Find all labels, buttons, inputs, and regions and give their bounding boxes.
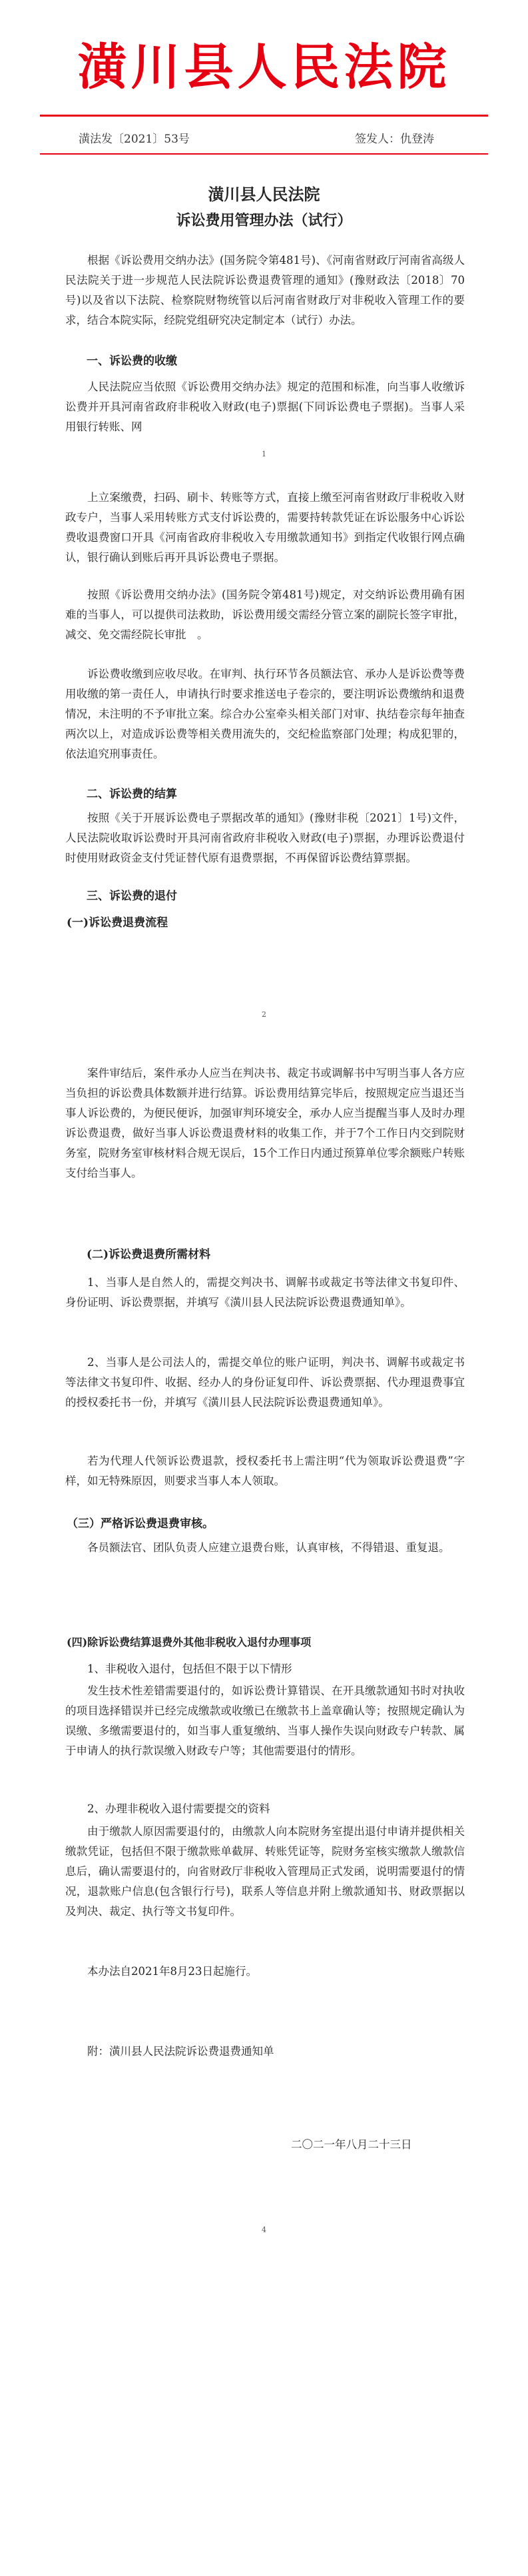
attachment-note: 附：潢川县人民法院诉讼费退费通知单 xyxy=(87,2045,274,2058)
court-name-header: 潢川县人民法院 xyxy=(77,39,451,96)
subsection-heading-3-3: （三）严格诉讼费退费审核。 xyxy=(67,1517,214,1531)
page-number-1: 1 xyxy=(262,450,266,458)
doc-number-divider xyxy=(40,153,488,155)
section2-paragraph1: 按照《关于开展诉讼费电子票据改革的通知》(豫财非税〔2021〕1号)文件，人民法院收取诉讼费时开具河南省政府非税收入财政(电子)票据，办理诉讼费退付时使用财政资金支付凭证替代原有退费票据，不再保留诉讼费结算票据。 xyxy=(65,812,465,864)
section4-paragraph3: 2、办理非税收入退付需要提交的资料 xyxy=(87,1802,270,1815)
section1-paragraph1b: 上立案缴费，扫码、刷卡、转账等方式，直接上缴至河南省财政厅非税收入财政专户，当事人采用转账方式支付诉讼费的，需要持转款凭证在诉讼服务中心诉讼费收退费窗口开具《河南省政府非税收入专用缴款通知书》到指定代收银行网点确认，银行确认到账后再开具诉讼费电子票据。 xyxy=(65,491,465,564)
section3-paragraph4: 若为代理人代领诉讼费退款，授权委托书上需注明“代为领取诉讼费退费”字样，如无特殊原因，则要求当事人本人领取。 xyxy=(65,1455,465,1487)
signer: 签发人：仇登涛 xyxy=(355,133,434,146)
doc-title-line1: 潢川县人民法院 xyxy=(208,185,320,204)
page-number-2: 2 xyxy=(262,1010,266,1019)
section4-paragraph2: 发生技术性差错需要退付的，如诉讼费计算错误、在开具缴款通知书时对执收的项目选择错误并已经完成缴款或收缴已在缴款书上盖章确认等；按照规定确认为误缴、多缴需要退付的，如当事人重复缴纳、当事人操作失误向财政专户转款、属于申请人的执行款误缴入财政专户等；其他需要退付的情形。 xyxy=(65,1684,465,1757)
section1-paragraph2: 按照《诉讼费用交纳办法》(国务院令第481号)规定，对交纳诉讼费用确有困难的当事人，可以提供司法救助，诉讼费用缓交需经分管立案的副院长签字审批，减交、免交需经院长审批 。 xyxy=(65,588,465,641)
section4-paragraph1: 1、非税收入退付，包括但不限于以下情形 xyxy=(87,1662,292,1675)
section3-paragraph1: 案件审结后，案件承办人应当在判决书、裁定书或调解书中写明当事人各方应当负担的诉讼费具体数额并进行结算。诉讼费用结算完毕后，按照规定应当退还当事人诉讼费的，为便民便诉，加强审判环境安全，承办人应当提醒当事人及时办理诉讼费退费，做好当事人诉讼费退费材料的收集工作，并于7个工作日内交到院财务室，院财务室审核材料合规无误后，15个工作日内通过预算单位零余额账户转账支付给当事人。 xyxy=(65,1067,465,1179)
section-heading-1: 一、诉讼费的收缴 xyxy=(87,354,177,368)
section3-paragraph5: 各员额法官、团队负责人应建立退费台账，认真审核，不得错退、重复退。 xyxy=(87,1541,450,1554)
section3-paragraph3: 2、当事人是公司法人的，需提交单位的账户证明，判决书、调解书或裁定书等法律文书复印件、收据、经办人的身份证复印件、诉讼费票据、代办理退费事宜的授权委托书一份，并填写《潢川县人民法院诉讼费退费通知单》。 xyxy=(65,1356,465,1409)
section3-paragraph2: 1、当事人是自然人的，需提交判决书、调解书或裁定书等法律文书复印件、身份证明、诉讼费票据，并填写《潢川县人民法院诉讼费退费通知单》。 xyxy=(65,1276,465,1309)
doc-number: 潢法发〔2021〕53号 xyxy=(79,133,190,146)
header-divider xyxy=(40,115,488,117)
signing-date: 二〇二一年八月二十三日 xyxy=(291,2138,412,2151)
section1-paragraph1a: 人民法院应当依照《诉讼费用交纳办法》规定的范围和标准，向当事人收缴诉讼费并开具河南省政府非税收入财政(电子)票据(下同诉讼费电子票据)。当事人采用银行转账、网 xyxy=(65,380,465,433)
subsection-heading-3-4: (四)除诉讼费结算退费外其他非税收入退付办理事项 xyxy=(67,1636,312,1648)
effective-date-paragraph: 本办法自2021年8月23日起施行。 xyxy=(87,1965,257,1978)
intro-paragraph: 根据《诉讼费用交纳办法》(国务院令第481号)、《河南省财政厅河南省高级人民法院关于进一步规范人民法院诉讼费退费管理的通知》(豫财政法〔2018〕70号)以及省以下法院、检察院财物统管以后河南省财政厅对非税收入管理工作的要求，结合本院实际，经院党组研究决定制定本（试行）办法。 xyxy=(65,254,465,326)
section4-paragraph4: 由于缴款人原因需要退付的，由缴款人向本院财务室提出退付申请并提供相关缴款凭证，包括但不限于缴款账单截屏、转账凭证等，院财务室核实缴款人缴款信息后，确认需要退付的，向省财政厅非税收入管理局正式发函，说明需要退付的情况，退款账户信息(包含银行行号)，联系人等信息并附上缴款通知书、财政票据以及判决、裁定、执行等文书复印件。 xyxy=(65,1825,465,1918)
doc-title-line2: 诉讼费用管理办法（试行） xyxy=(176,212,352,229)
subsection-heading-3-1: (一)诉讼费退费流程 xyxy=(67,916,168,930)
section-heading-2: 二、诉讼费的结算 xyxy=(87,788,177,801)
section1-paragraph3: 诉讼费收缴到应收尽收。在审判、执行环节各员额法官、承办人是诉讼费等费用收缴的第一责任人，申请执行时要求推送电子卷宗的，要注明诉讼费缴纳和退费情况，未注明的不予审批立案。综合办公室牵头相关部门对审、执结卷宗每年抽查两次以上，对造成诉讼费等相关费用流失的，交纪检监察部门处理；构成犯罪的，依法追究刑事责任。 xyxy=(65,668,465,760)
subsection-heading-3-2: (二)诉讼费退费所需材料 xyxy=(87,1248,211,1261)
section-heading-3: 三、诉讼费的退付 xyxy=(87,890,177,903)
page-number-3: 4 xyxy=(262,2226,266,2234)
